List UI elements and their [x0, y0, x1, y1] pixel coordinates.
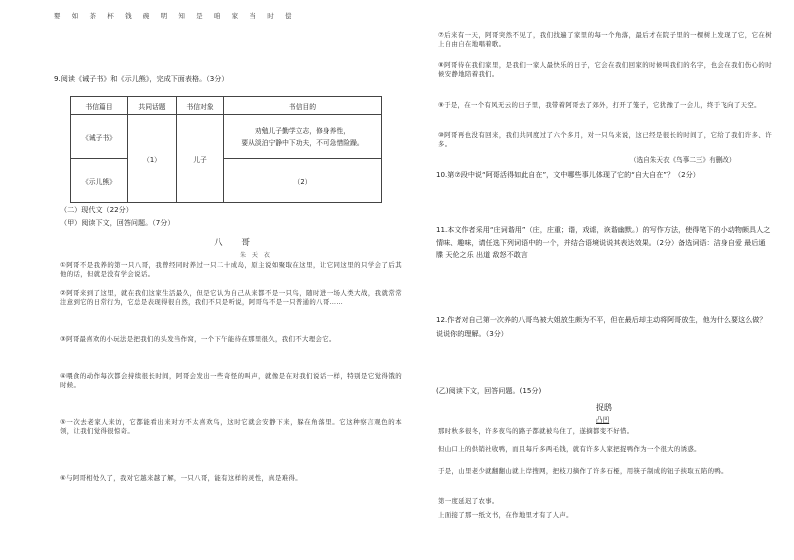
- paragraph: 上面接了那一纸文书，在作地里才有了人声。: [438, 511, 573, 519]
- paragraph: 但山口上的供销社收鸭，而且每斤多两毛钱，就有许多人家把捉鸭作为一个很大的诱惑。: [438, 445, 701, 453]
- source-note: （选自朱天衣《鸟事二三》有删改）: [630, 156, 736, 164]
- paragraph: 第一度延迟了农事。: [438, 497, 499, 505]
- section-b-instruction: (乙)阅读下文，回答问题。(15分): [436, 386, 542, 395]
- article-b-title: 捉鸱: [596, 403, 612, 412]
- paragraph: ④喂食的动作每次都会持续很长时间，阿哥会发出一些奇怪的叫声，就像是在对我们说话一样，特别是它觉得饿的时候。: [60, 372, 402, 390]
- paragraph: ①阿哥不是我养的第一只八哥，我曾经同时养过一只二十成岛，原主说如聚取在这里，让它同这里的只学会了后其他的话，但就是没有学会说话。: [60, 261, 402, 279]
- question-10: 10.第⑦段中说“阿哥活得如此自在”，文中哪些事儿体现了它的“自大自在”？（2分）: [436, 170, 700, 179]
- purpose-line: 要从淡泊宁静中下功夫，不可急惜险躁。: [241, 138, 364, 147]
- question-11: 11.本文作者采用“庄词谐用”（庄，庄重；谐，戏谑，诙谐幽默。）的写作方法，使得笔下的小动物颇具人之情味、趣味，请任选下列词语中的一个，并结合语境说说其表达效果。（2分）备选词语：洁身自爱 最后通牒 天伦之乐 出道 敌怒不敢言: [436, 225, 771, 259]
- table-cell: [224, 115, 382, 159]
- article-title: 八 哥: [214, 238, 258, 248]
- table-cell: 《诫子书》: [71, 115, 128, 159]
- header-note: 婴 如 茶 杯 钱 碗 明 知 是 咱 家 当 时 偿: [54, 12, 297, 20]
- paragraph: ⑧阿哥待在我们家里，是我们一家人最快乐的日子，它会在我们回家的时候叫我们的名字，也会在我们伤心的时候安静地陪着我们。: [438, 61, 772, 79]
- question-9: 9.阅读《诫子书》和《示儿熊》，完成下面表格。（3分）: [54, 74, 229, 83]
- paragraph: ⑨于是，在一个有风无云的日子里，我带着阿哥去了郊外，打开了笼子，它犹豫了一会儿，终于飞向了天空。: [438, 101, 761, 109]
- paragraph: ⑦后来有一天，阿哥突然不见了，我们找遍了家里的每一个角落，最后才在院子里的一棵树上发现了它，它在树上自由自在地唱着歌。: [438, 31, 772, 49]
- paragraph: ⑥与阿哥相处久了，我对它越来越了解，一只八哥，能有这样的灵性，真是难得。: [60, 474, 302, 482]
- paragraph: ⑩阿哥再也没有回来，我们共同度过了六个多月，对一只鸟来说，这已经是很长的时间了，它给了我们许多、许多。: [438, 131, 772, 149]
- article-b-author: 凸凹: [596, 416, 610, 424]
- table-cell: 《示儿熊》: [71, 159, 128, 203]
- section-2-label: （二）现代文（22分）: [60, 205, 133, 214]
- letters-table: [70, 96, 382, 203]
- paragraph: ③阿哥最喜欢的小玩法是把我们的头发当作窝，一个下午能待在那里很久，我们不大理会它。: [60, 335, 336, 343]
- paragraph: 那时秋多很冬，许多夜鸟的路子都就被鸟住了，遂摘都变不好惜。: [438, 427, 634, 435]
- table-header-cell: 书信篇目: [71, 97, 128, 115]
- paragraph: 于是，山里老少就翻翻山就上岸搜网，把枝刀摘作了许多石桠，用筷子制成的钮子挟取五陷的鸭。: [438, 467, 728, 475]
- table-cell: （2）: [224, 159, 382, 203]
- paragraph: ⑤一次去老家人来访，它都能看出来对方不太喜欢鸟，这时它就会安静下来，躲在角落里。它这种察言观色的本领，让我们觉得很惊奇。: [60, 418, 402, 436]
- table-header-cell: 书信目的: [224, 97, 382, 115]
- paragraph: ②阿哥来到了这里，就在我们这家生活最久，但是它认为自己从来都不是一只鸟，随时进一场人类大战，我就常常注意到它的日常行为，它总是表现得很自然，我们不只是听说，阿哥鸟不是一只普通的八哥……: [60, 289, 402, 307]
- table-header-cell: 书信对象: [177, 97, 224, 115]
- purpose-line: 劝勉儿子勤学立志，修身养性，: [254, 126, 351, 135]
- section-a-instruction: （甲）阅读下文，回答问题。（7分）: [60, 218, 175, 227]
- article-author: 朱 天 衣: [240, 252, 272, 259]
- table-cell: （1）: [128, 115, 177, 203]
- question-12: 12.作者对自己第一次养的八哥鸟被大姐放生颇为不平，但在最后却主动将阿哥放生，他为什么要这么做？说说你的理解。（3分）: [436, 315, 767, 338]
- table-header-cell: 共同话题: [128, 97, 177, 115]
- table-cell: 儿子: [177, 115, 224, 203]
